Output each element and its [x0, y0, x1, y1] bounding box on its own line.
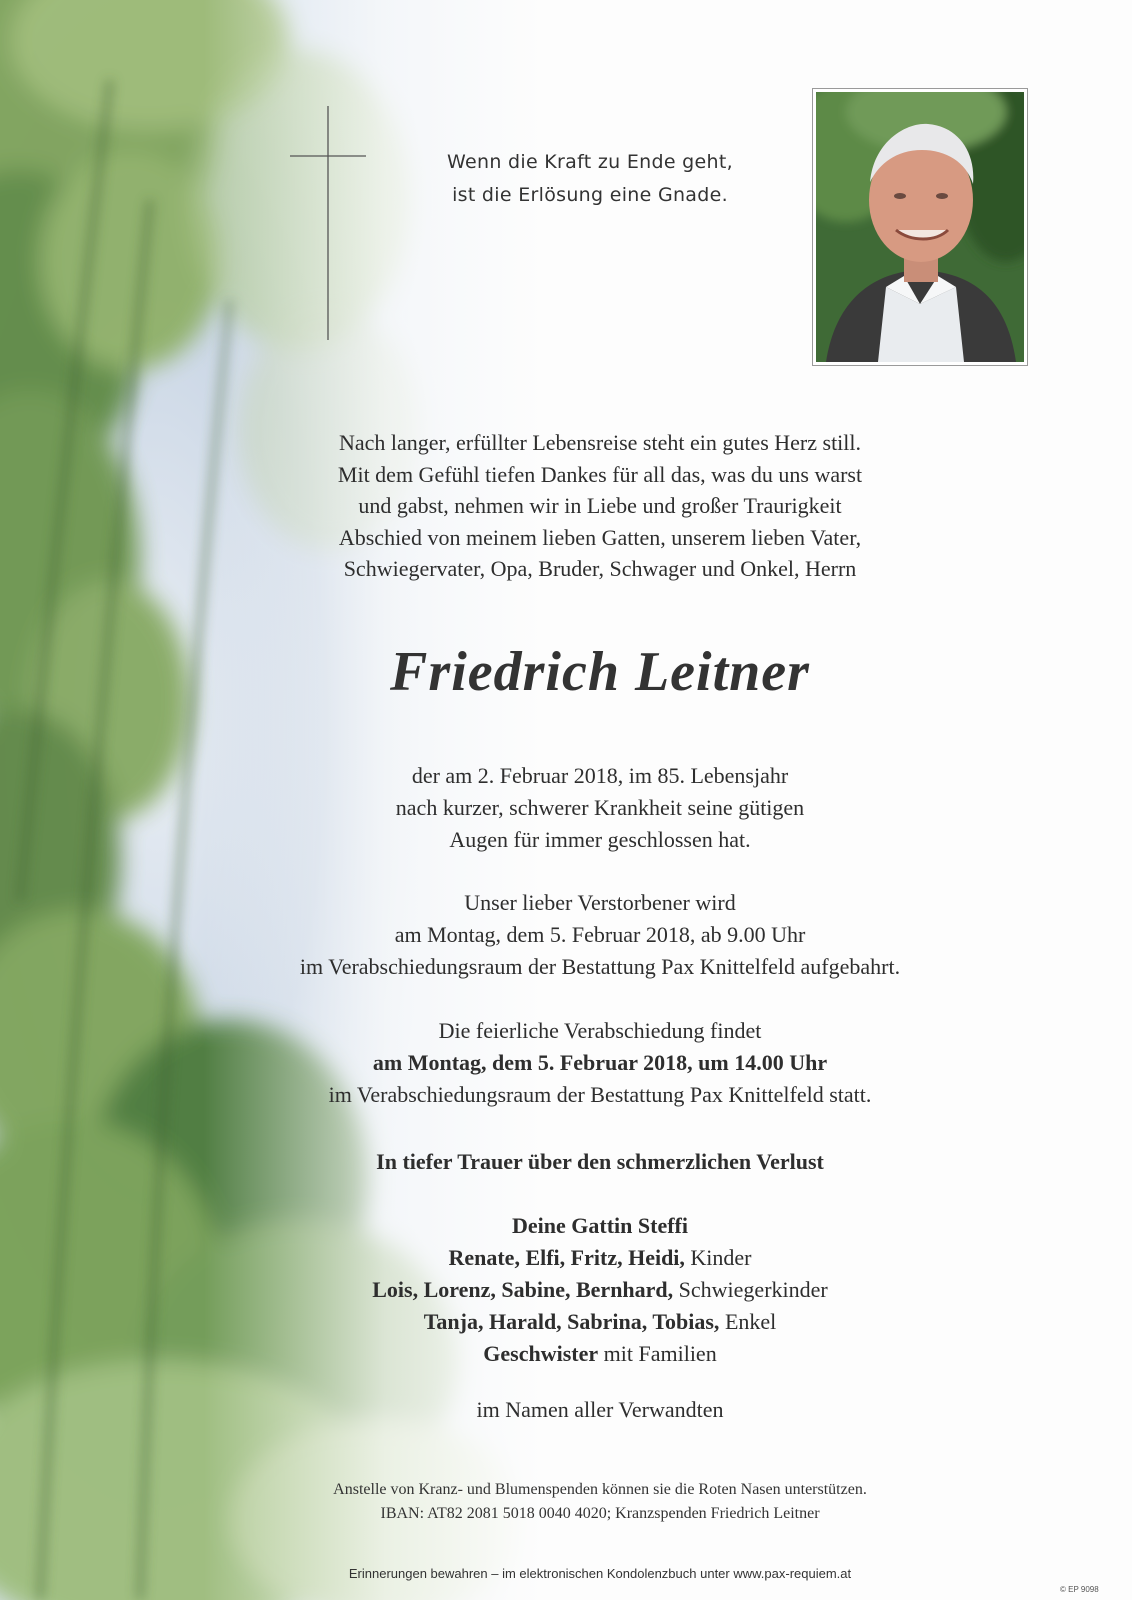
intro-line: Abschied von meinem lieben Gatten, unserem lieben Vater, — [338, 524, 862, 550]
mourning-line: In tiefer Trauer über den schmerzlichen Verlust — [376, 1149, 824, 1174]
portrait-image — [816, 92, 1024, 362]
siblings-name: Geschwister — [483, 1341, 599, 1366]
laying-out-line: am Montag, dem 5. Februar 2018, ab 9.00 Uhr — [394, 922, 806, 947]
donation-iban: IBAN: AT82 2081 5018 0040 4020; Kranzspenden Friedrich Leitner — [380, 1505, 820, 1522]
farewell-notice — [200, 1015, 1000, 1111]
grandchildren-names: Tanja, Harald, Sabrina, Tobias, — [423, 1309, 720, 1334]
death-notice-line: nach kurzer, schwerer Krankheit seine gütigen — [395, 795, 805, 820]
deceased-name: Friedrich Leitner — [390, 641, 810, 703]
farewell-line: Die feierliche Verabschiedung findet — [438, 1018, 762, 1043]
intro-line: Mit dem Gefühl tiefen Dankes für all das, was du uns warst — [337, 461, 863, 487]
family-wife: Deine Gattin Steffi — [512, 1213, 688, 1238]
farewell-line: im Verabschiedungsraum der Bestattung Pax Knittelfeld statt. — [328, 1082, 872, 1107]
family-grandchildren — [200, 1306, 1000, 1338]
farewell-date: am Montag, dem 5. Februar 2018, um 14.00 Uhr — [372, 1050, 828, 1075]
intro-line: und gabst, nehmen wir in Liebe und großer Traurigkeit — [358, 493, 842, 518]
siblings-label: mit Familien — [603, 1341, 717, 1366]
motto — [400, 146, 780, 212]
laying-out-line: im Verabschiedungsraum der Bestattung Pax Knittelfeld aufgebahrt. — [299, 954, 901, 979]
death-notice-line: Augen für immer geschlossen hat. — [449, 827, 751, 852]
motto-line-2: ist die Erlösung eine Gnade. — [452, 184, 728, 206]
laying-out-line: Unser lieber Verstorbener wird — [464, 890, 736, 915]
death-notice-line: der am 2. Februar 2018, im 85. Lebensjahr — [411, 763, 789, 788]
inlaws-names: Lois, Lorenz, Sabine, Bernhard, — [372, 1277, 674, 1302]
death-notice — [200, 760, 1000, 856]
intro-line: Schwiegervater, Opa, Bruder, Schwager und Onkel, Herrn — [343, 556, 857, 581]
donation-line-1: Anstelle von Kranz- und Blumenspenden können sie die Roten Nasen unterstützen. — [333, 1481, 867, 1498]
grandchildren-label: Enkel — [724, 1309, 777, 1334]
family-children — [200, 1242, 1000, 1274]
laying-out-notice — [200, 887, 1000, 983]
footer-condolence-link: Erinnerungen bewahren – im elektronischen Kondolenzbuch unter www.pax-requiem.at — [348, 1566, 852, 1581]
family-inlaws — [200, 1274, 1000, 1306]
portrait-photo — [812, 88, 1028, 366]
intro-text — [240, 427, 960, 585]
family-siblings — [200, 1338, 1000, 1370]
children-names: Renate, Elfi, Fritz, Heidi, — [448, 1245, 685, 1270]
print-code: © EP 9098 — [1060, 1585, 1099, 1594]
donation-notice — [240, 1478, 960, 1526]
family-list — [200, 1210, 1000, 1370]
intro-line: Nach langer, erfüllter Lebensreise steht ein gutes Herz still. — [338, 430, 862, 455]
children-label: Kinder — [690, 1245, 752, 1270]
inlaws-label: Schwiegerkinder — [678, 1277, 828, 1302]
motto-line-1: Wenn die Kraft zu Ende geht, — [447, 151, 733, 173]
relatives-line: im Namen aller Verwandten — [476, 1397, 724, 1422]
